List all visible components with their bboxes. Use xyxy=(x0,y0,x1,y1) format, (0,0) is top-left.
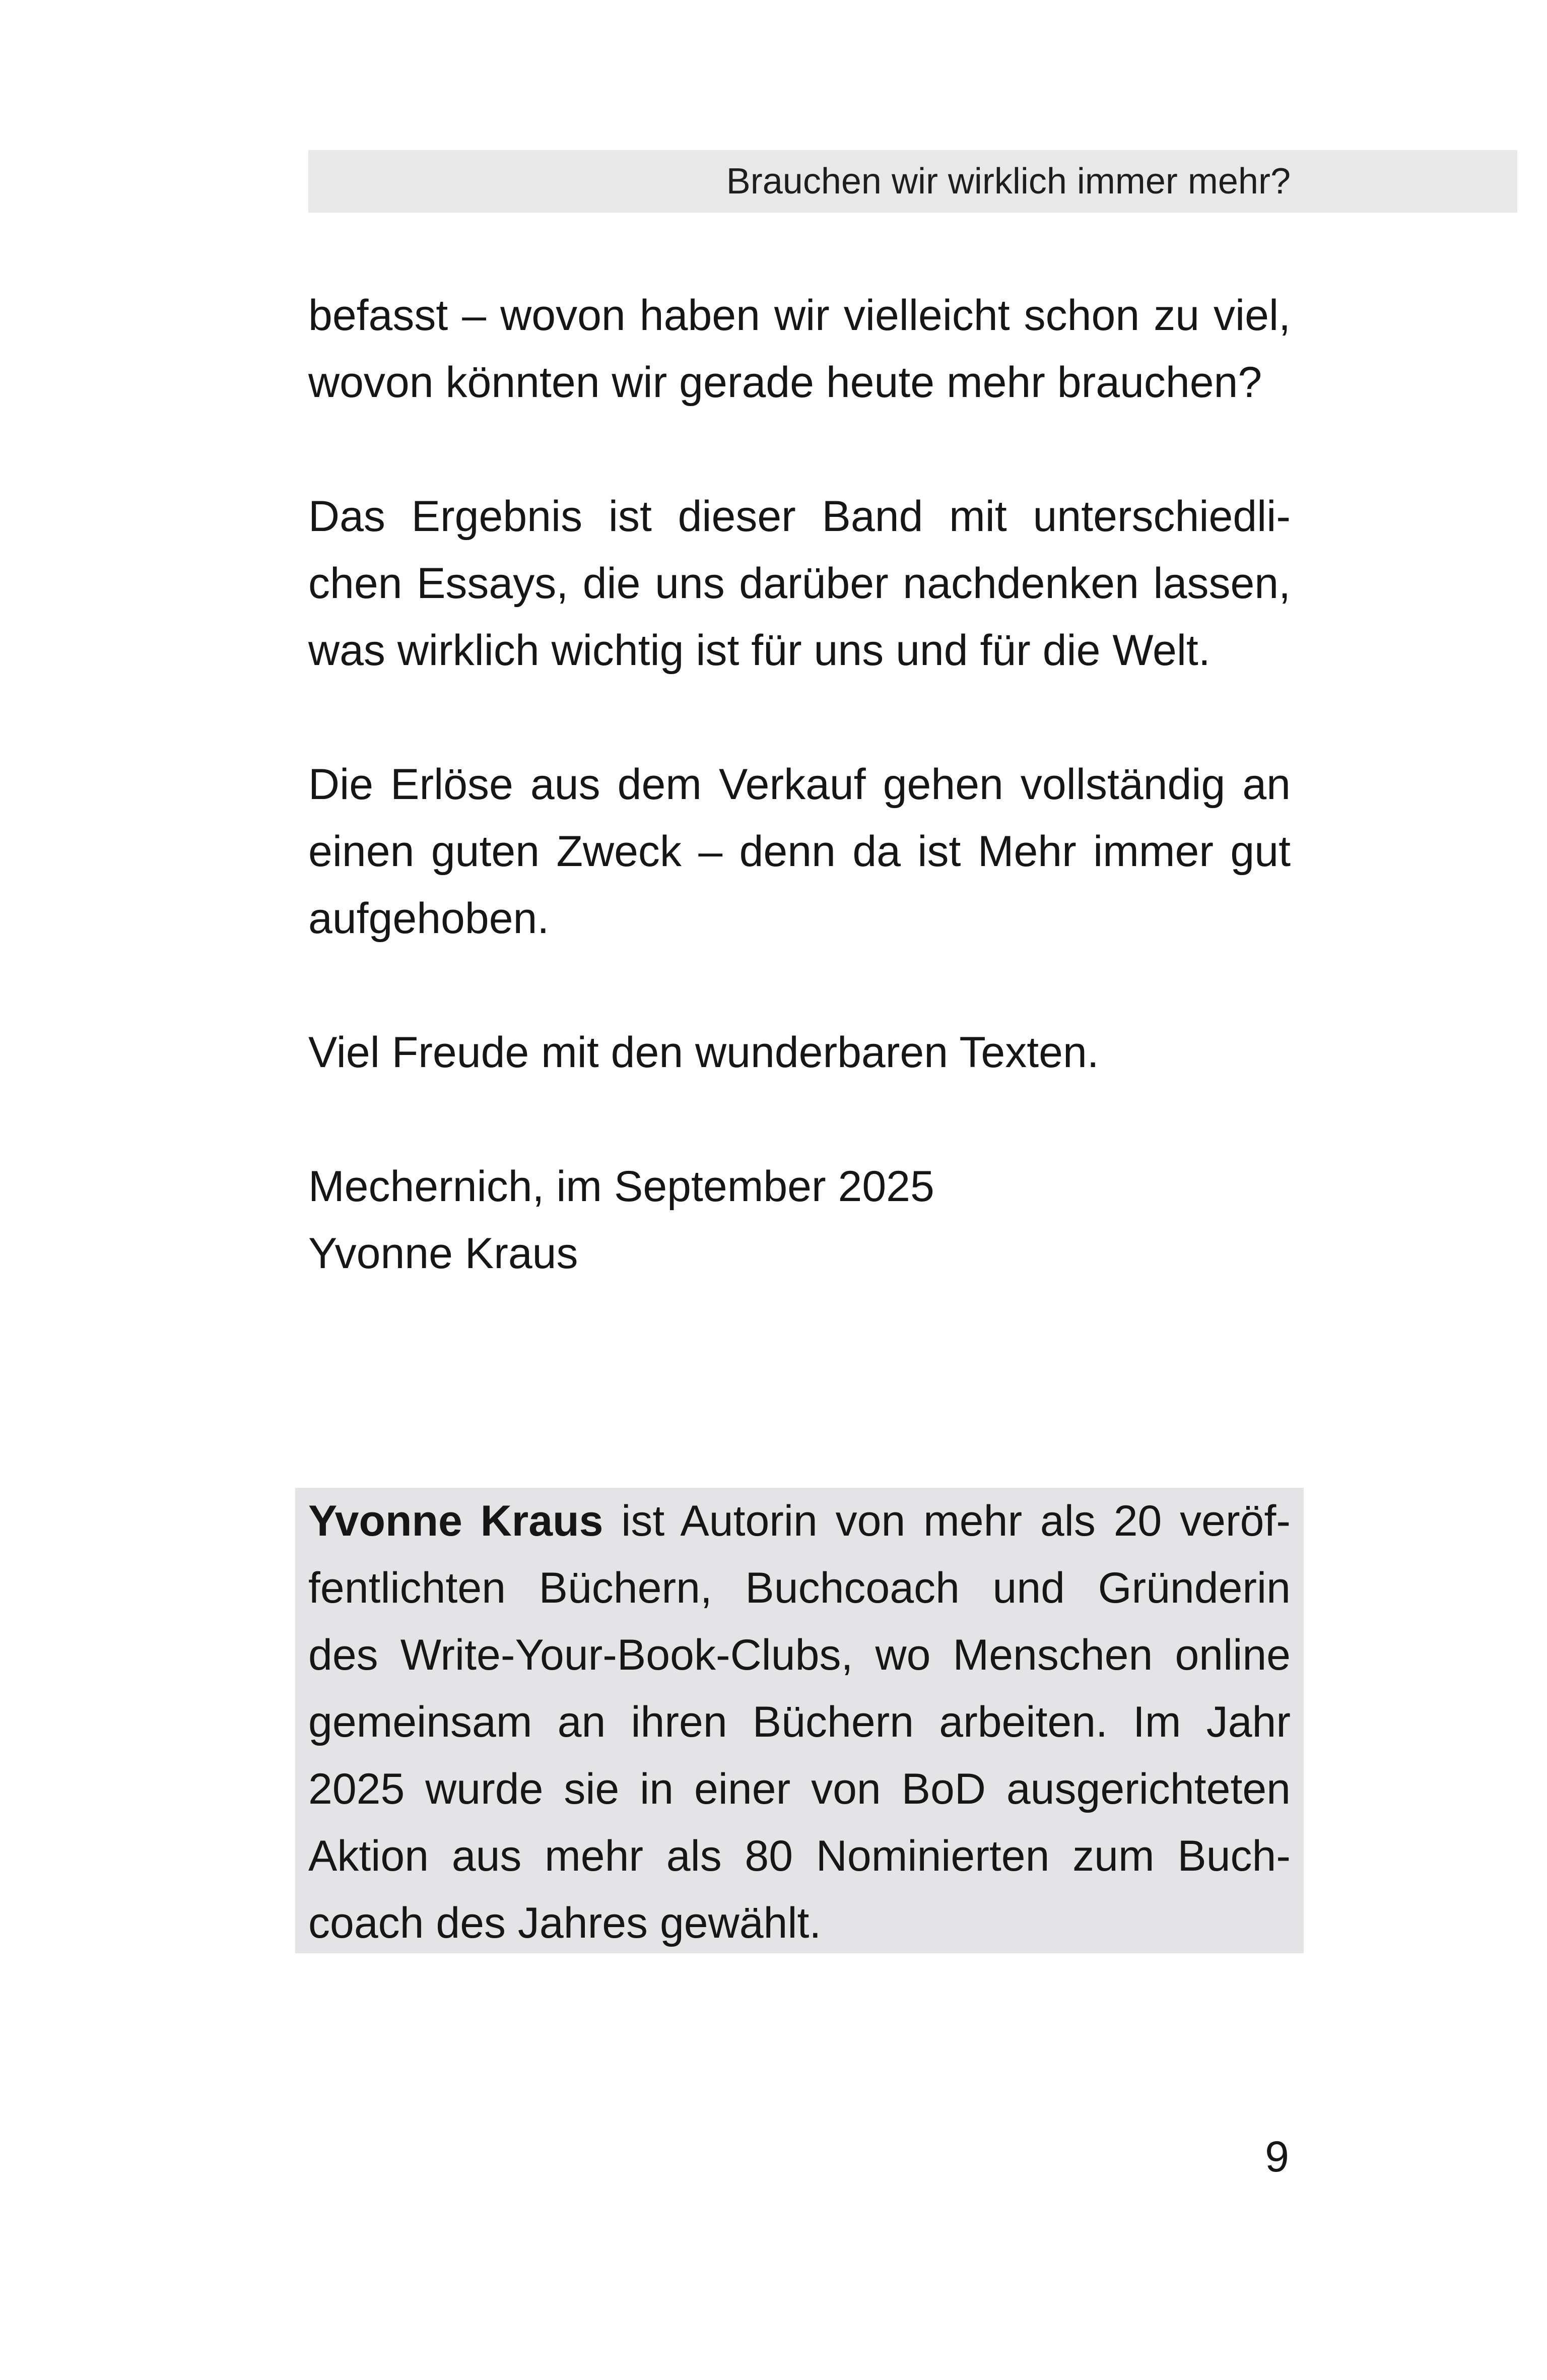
text-line: was wirklich wichtig ist für uns und für die Welt. xyxy=(308,626,1210,675)
text-line: Viel Freude mit den wunderbaren Texten. xyxy=(308,1028,1099,1077)
text-line: Die Erlöse aus dem Verkauf gehen vollständig an xyxy=(308,760,1291,809)
text-line xyxy=(308,1488,1291,1555)
running-header-title: Brauchen wir wirklich immer mehr? xyxy=(726,161,1291,202)
paragraph-3 xyxy=(308,751,1291,952)
running-header xyxy=(308,150,1517,213)
text-line: gemeinsam an ihren Büchern arbeiten. Im Jahr xyxy=(308,1698,1291,1746)
signature-place-date: Mechernich, im September 2025 xyxy=(308,1162,934,1211)
text-line: Aktion aus mehr als 80 Nominierten zum Buch- xyxy=(308,1832,1291,1880)
main-text xyxy=(308,282,1291,1354)
text-line: fentlichten Büchern, Buchcoach und Gründerin xyxy=(308,1564,1291,1612)
page-number: 9 xyxy=(1265,2133,1289,2181)
signature-author: Yvonne Kraus xyxy=(308,1229,578,1278)
author-bio-text xyxy=(308,1488,1291,1957)
text-line: befasst – wovon haben wir vielleicht schon zu viel, xyxy=(308,291,1291,340)
author-bio-box xyxy=(295,1488,1304,1953)
paragraph-1 xyxy=(308,282,1291,416)
text-line: einen guten Zweck – denn da ist Mehr immer gut xyxy=(308,827,1291,876)
signature-block xyxy=(308,1153,1291,1287)
bio-first-line-rest: ist Autorin von mehr als 20 veröf- xyxy=(603,1497,1291,1545)
paragraph-4 xyxy=(308,1019,1291,1086)
text-line: wovon könnten wir gerade heute mehr brauchen? xyxy=(308,358,1262,407)
text-line: aufgehoben. xyxy=(308,894,550,943)
text-line: coach des Jahres gewählt. xyxy=(308,1899,822,1947)
paragraph-2 xyxy=(308,483,1291,684)
text-line: des Write-Your-Book-Clubs, wo Menschen online xyxy=(308,1631,1291,1679)
author-bio-name: Yvonne Kraus xyxy=(308,1497,603,1545)
text-line: Das Ergebnis ist dieser Band mit unterschiedli- xyxy=(308,492,1291,541)
text-line: 2025 wurde sie in einer von BoD ausgerichteten xyxy=(308,1765,1291,1813)
text-line: chen Essays, die uns darüber nachdenken lassen, xyxy=(308,559,1291,608)
